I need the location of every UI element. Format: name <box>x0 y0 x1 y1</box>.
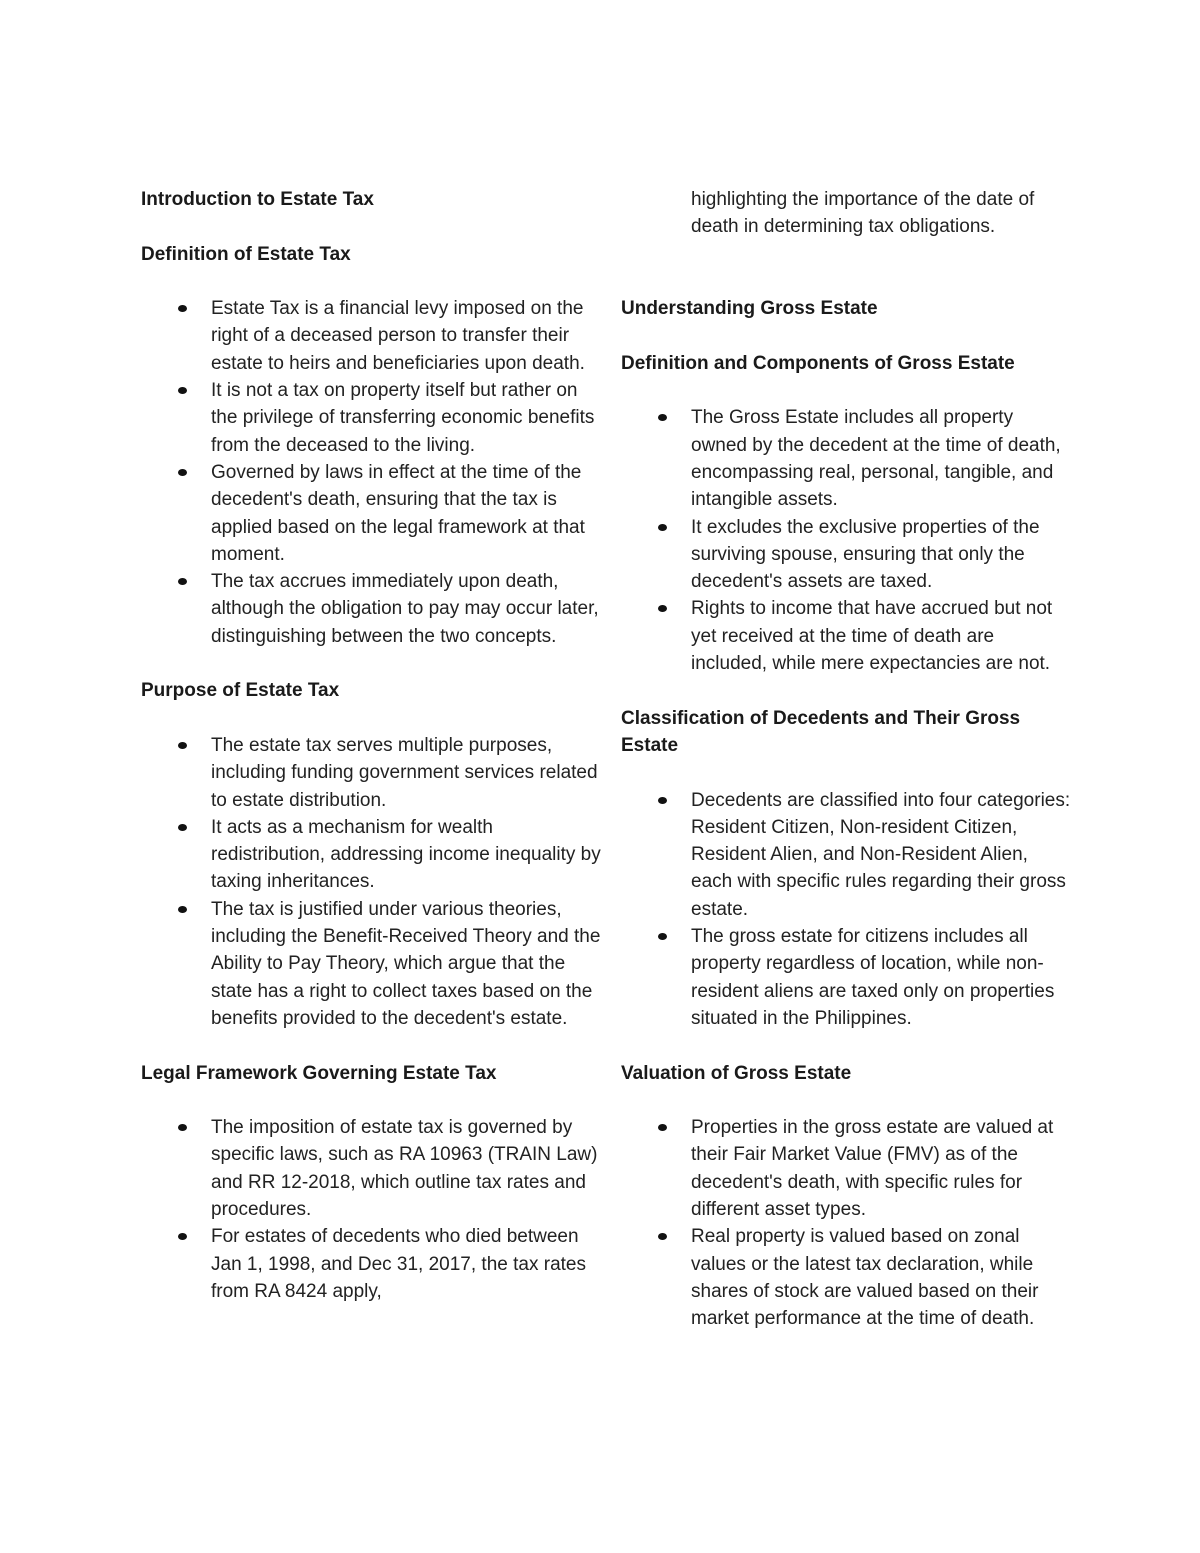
list-item <box>141 459 601 568</box>
section-heading: Definition and Components of Gross Estate <box>621 352 1015 374</box>
list-item <box>621 404 1071 513</box>
section-heading: Purpose of Estate Tax <box>141 680 340 702</box>
section-purpose <box>141 677 601 1032</box>
section-legal-framework <box>141 1060 601 1306</box>
list-item <box>621 923 1071 1032</box>
bullet-list <box>141 732 601 1032</box>
list-item-text: Rights to income that have accrued but not yet received at the time of death are included, while mere expectancies are not. <box>691 598 1053 675</box>
list-item <box>141 814 601 896</box>
bullet-list <box>621 404 1071 677</box>
bullet-list <box>621 1114 1071 1332</box>
list-item-text: Estate Tax is a financial levy imposed on the right of a deceased person to transfer their estate to heirs and beneficiaries upon death. <box>211 298 585 374</box>
list-item-text: Properties in the gross estate are valued at their Fair Market Value (FMV) as of the decedent's death, with specific rules for different asset types. <box>691 1117 1054 1220</box>
list-item-text: The Gross Estate includes all property owned by the decedent at the time of death, encompassing real, personal, tangible, and intangible assets. <box>691 407 1061 511</box>
bullet-icon <box>658 524 667 531</box>
bullet-icon <box>658 414 667 421</box>
bullet-icon <box>178 387 187 394</box>
list-item-text: The tax accrues immediately upon death, although the obligation to pay may occur later, distinguishing between the two concepts. <box>211 571 599 647</box>
bullet-icon <box>178 824 187 831</box>
list-item <box>141 377 601 459</box>
bullet-list <box>621 787 1071 1033</box>
section-title: Understanding Gross Estate <box>621 298 878 320</box>
section-valuation <box>621 1060 1071 1333</box>
section-classification <box>621 705 1071 1033</box>
bullet-icon <box>178 305 187 312</box>
bullet-icon <box>178 469 187 476</box>
bullet-icon <box>658 797 667 804</box>
list-item-text: Real property is valued based on zonal values or the latest tax declaration, while shares of stock are valued based on their market performance at the time of death. <box>691 1226 1039 1330</box>
list-item-text: Governed by laws in effect at the time of the decedent's death, ensuring that the tax is applied based on the legal framework at that moment. <box>211 461 585 565</box>
bullet-icon <box>658 605 667 612</box>
list-item <box>621 514 1071 596</box>
list-item-text: The estate tax serves multiple purposes, including funding government services related to estate distribution. <box>211 734 598 811</box>
section-heading: Classification of Decedents and Their Gross Estate <box>621 707 1021 756</box>
left-column <box>141 186 601 1332</box>
bullet-icon <box>178 1233 187 1240</box>
list-item-text: The gross estate for citizens includes all property regardless of location, while non-resident aliens are taxed only on properties situated in the Philippines. <box>691 926 1055 1029</box>
bullet-icon <box>178 906 187 913</box>
bullet-list <box>141 1114 601 1305</box>
right-column <box>621 186 1071 1360</box>
list-item-text: Decedents are classified into four categories: Resident Citizen, Non-resident Citizen, Resident Alien, and Non-Resident Alien, each with specific rules regarding their gross estate. <box>691 789 1071 920</box>
bullet-icon <box>178 742 187 749</box>
list-item-text: The imposition of estate tax is governed by specific laws, such as RA 10963 (TRAIN Law) and RR 12-2018, which outline tax rates and procedures. <box>211 1117 598 1220</box>
bullet-icon <box>658 1233 667 1240</box>
section-heading: Legal Framework Governing Estate Tax <box>141 1062 497 1084</box>
list-item-text: It acts as a mechanism for wealth redistribution, addressing income inequality by taxing inheritances. <box>211 816 601 893</box>
list-item <box>141 1114 601 1223</box>
list-item <box>141 1223 601 1305</box>
list-item-text: The tax is justified under various theories, including the Benefit-Received Theory and the Ability to Pay Theory, which argue that the state has a right to collect taxes based on the benefits provided to the decedent's estate. <box>211 898 601 1029</box>
bullet-list <box>141 295 601 650</box>
continuation-text: highlighting the importance of the date of death in determining tax obligations. <box>691 189 1035 238</box>
section-heading: Valuation of Gross Estate <box>621 1062 852 1084</box>
list-item <box>621 595 1071 677</box>
bullet-icon <box>178 1124 187 1131</box>
list-item <box>141 568 601 650</box>
list-item <box>141 295 601 377</box>
list-item-text: It excludes the exclusive properties of the surviving spouse, ensuring that only the decedent's assets are taxed. <box>691 516 1040 593</box>
section-heading: Definition of Estate Tax <box>141 243 351 265</box>
bullet-icon <box>178 578 187 585</box>
list-item-text: For estates of decedents who died between Jan 1, 1998, and Dec 31, 2017, the tax rates from RA 8424 apply, <box>211 1226 586 1302</box>
list-item-text: It is not a tax on property itself but rather on the privilege of transferring economic benefits from the deceased to the living. <box>211 380 595 456</box>
list-item <box>141 732 601 814</box>
bullet-icon <box>658 933 667 940</box>
list-item <box>621 1114 1071 1223</box>
section-definition <box>141 241 601 650</box>
section-components <box>621 350 1071 678</box>
document-title: Introduction to Estate Tax <box>141 189 374 210</box>
list-item <box>621 787 1071 923</box>
bullet-icon <box>658 1124 667 1131</box>
list-item <box>621 1223 1071 1332</box>
list-item <box>141 896 601 1032</box>
